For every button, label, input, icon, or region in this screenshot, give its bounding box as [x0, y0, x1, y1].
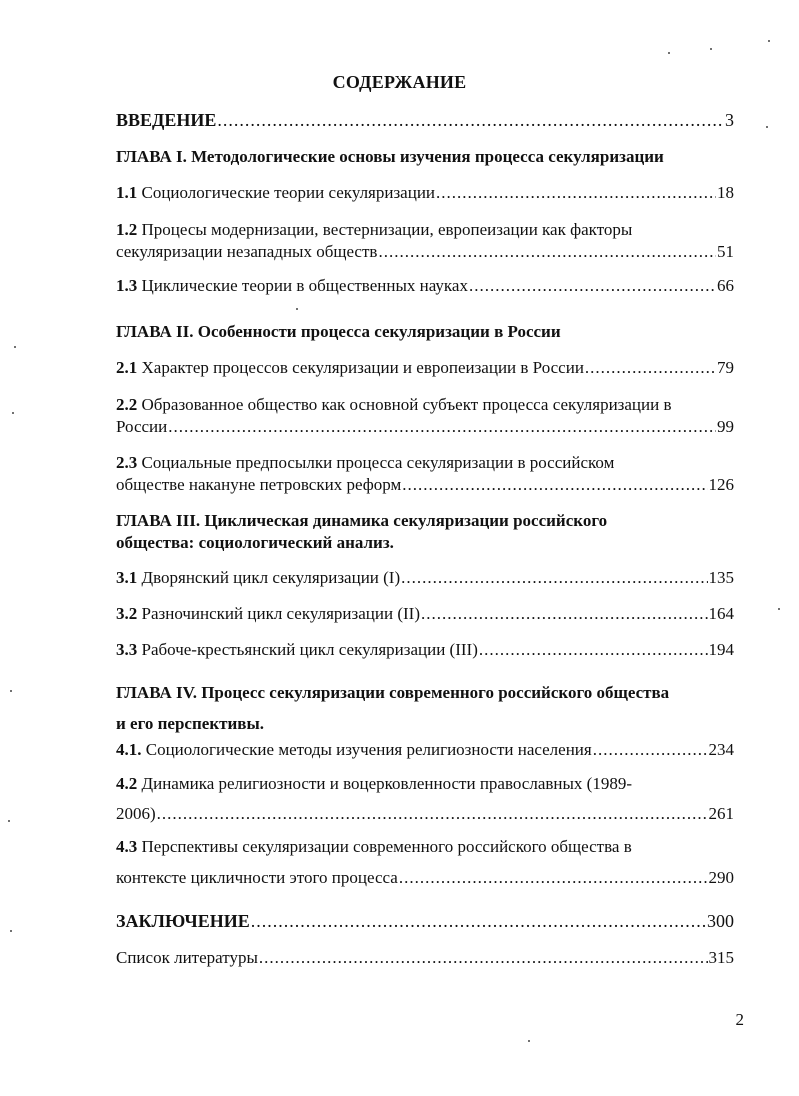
- toc-page-number: 315: [708, 948, 734, 967]
- scan-speck: [12, 412, 14, 414]
- toc-entry-text: Перспективы секуляризации современного российского общества в: [141, 837, 632, 856]
- toc-entry-number: 1.3: [116, 276, 138, 295]
- toc-entry-3-1: [116, 567, 734, 589]
- scan-speck: [768, 40, 770, 42]
- toc-page-number: 300: [707, 911, 734, 931]
- toc-entry-4-3: [116, 831, 734, 893]
- toc-page-number: 234: [708, 740, 734, 759]
- toc-entry-4-2: [116, 769, 734, 829]
- toc-entry-number: 3.3: [116, 640, 138, 659]
- chapter-heading-1: ГЛАВА I. Методологические основы изучения процесса секуляризации: [116, 147, 664, 166]
- toc-page-number: 261: [708, 804, 734, 823]
- leader-dots: [251, 910, 706, 932]
- toc-entry-text: обществе накануне петровских реформ: [116, 475, 402, 494]
- scan-speck: [528, 1040, 530, 1042]
- toc-entry-number: 4.2: [116, 774, 138, 793]
- toc-page-number: 290: [708, 868, 734, 887]
- toc-page-number: 126: [708, 475, 734, 494]
- toc-entry-text: Рабоче-крестьянский цикл секуляризации (III): [141, 640, 478, 659]
- leader-dots: [157, 799, 708, 829]
- leader-dots: [469, 275, 716, 297]
- scan-speck: [766, 126, 768, 128]
- toc-entry-1-2: [116, 219, 734, 263]
- toc-entry-text: 2006): [116, 804, 156, 823]
- scan-speck: [668, 52, 670, 54]
- toc-page-number: 3: [725, 110, 734, 130]
- toc-entry-label: ЗАКЛЮЧЕНИЕ: [116, 911, 250, 931]
- leader-dots: [593, 739, 708, 761]
- chapter-heading-line: ГЛАВА III. Циклическая динамика секуляризации российского: [116, 511, 608, 530]
- toc-entry-text: России: [116, 417, 168, 436]
- toc-entry-text: контексте цикличности этого процесса: [116, 868, 398, 887]
- toc-entry-number: 2.3: [116, 453, 138, 472]
- leader-dots: [399, 862, 708, 893]
- toc-entry-number: 2.2: [116, 395, 138, 414]
- toc-entry-number: 4.3: [116, 837, 138, 856]
- scan-speck: [8, 820, 10, 822]
- page-title: СОДЕРЖАНИЕ: [332, 72, 467, 92]
- toc-entry-text: Социальные предпосылки процесса секуляризации в российском: [141, 453, 615, 472]
- scan-speck: [296, 308, 298, 310]
- leader-dots: [217, 109, 724, 131]
- toc-entry-label: Список литературы: [116, 948, 258, 967]
- toc-entry-2-2: [116, 394, 734, 438]
- toc-page-number: 194: [708, 640, 734, 659]
- toc-entry-number: 1.1: [116, 183, 138, 202]
- toc-entry-intro: [116, 109, 734, 131]
- scan-speck: [14, 346, 16, 348]
- toc-entry-text: Циклические теории в общественных науках: [141, 276, 468, 295]
- toc-page-number: 66: [717, 276, 734, 295]
- toc-entry-1-3: [116, 275, 734, 297]
- leader-dots: [479, 639, 708, 661]
- page-number: 2: [735, 1010, 744, 1029]
- chapter-heading-4: [116, 677, 734, 739]
- toc-page-number: 99: [717, 417, 734, 436]
- leader-dots: [402, 474, 707, 496]
- toc-page-number: 79: [717, 358, 734, 377]
- chapter-heading-2: ГЛАВА II. Особенности процесса секуляризации в России: [116, 322, 561, 341]
- toc-entry-number: 1.2: [116, 220, 138, 239]
- toc-entry-text: Характер процессов секуляризации и европеизации в России: [141, 358, 584, 377]
- toc-entry-2-1: [116, 357, 734, 379]
- leader-dots: [259, 947, 708, 969]
- toc-entry-number: 3.2: [116, 604, 138, 623]
- chapter-heading-line: ГЛАВА IV. Процесс секуляризации современного российского общества: [116, 683, 670, 702]
- leader-dots: [436, 182, 716, 204]
- toc-entry-text: секуляризации незападных обществ: [116, 242, 378, 261]
- toc-entry-1-1: [116, 182, 734, 204]
- toc-entry-2-3: [116, 452, 734, 496]
- leader-dots: [585, 357, 716, 379]
- toc-page-number: 135: [708, 568, 734, 587]
- toc-entry-text: Процесы модернизации, вестернизации, европеизации как факторы: [141, 220, 633, 239]
- toc-page-number: 164: [708, 604, 734, 623]
- toc-page-number: 18: [717, 183, 734, 202]
- toc-entry-bibliography: [116, 947, 734, 969]
- scan-speck: [10, 690, 12, 692]
- toc-entry-label: ВВЕДЕНИЕ: [116, 110, 217, 130]
- scan-speck: [710, 48, 712, 50]
- chapter-heading-line: общества: социологический анализ.: [116, 533, 394, 552]
- toc-entry-text: Социологические теории секуляризации: [141, 183, 436, 202]
- toc-entry-conclusion: [116, 910, 734, 932]
- toc-entry-4-1: [116, 739, 734, 761]
- leader-dots: [421, 603, 708, 625]
- scan-speck: [778, 608, 780, 610]
- toc-entry-3-3: [116, 639, 734, 661]
- chapter-heading-line: и его перспективы.: [116, 714, 264, 733]
- toc-entry-text: Дворянский цикл секуляризации (I): [141, 568, 401, 587]
- leader-dots: [401, 567, 707, 589]
- toc-entry-text: Социологические методы изучения религиозности населения: [145, 740, 592, 759]
- toc-entry-text: Разночинский цикл секуляризации (II): [141, 604, 420, 623]
- leader-dots: [168, 416, 716, 438]
- scan-speck: [10, 930, 12, 932]
- toc-entry-number: 3.1: [116, 568, 138, 587]
- toc-entry-number: 2.1: [116, 358, 138, 377]
- toc-entry-text: Динамика религиозности и воцерковленности православных (1989-: [141, 774, 632, 793]
- toc-entry-number: 4.1.: [116, 740, 142, 759]
- toc-entry-text: Образованное общество как основной субъект процесса секуляризации в: [141, 395, 672, 414]
- toc-entry-3-2: [116, 603, 734, 625]
- leader-dots: [378, 241, 716, 263]
- toc-page-number: 51: [717, 242, 734, 261]
- chapter-heading-3: [116, 510, 734, 554]
